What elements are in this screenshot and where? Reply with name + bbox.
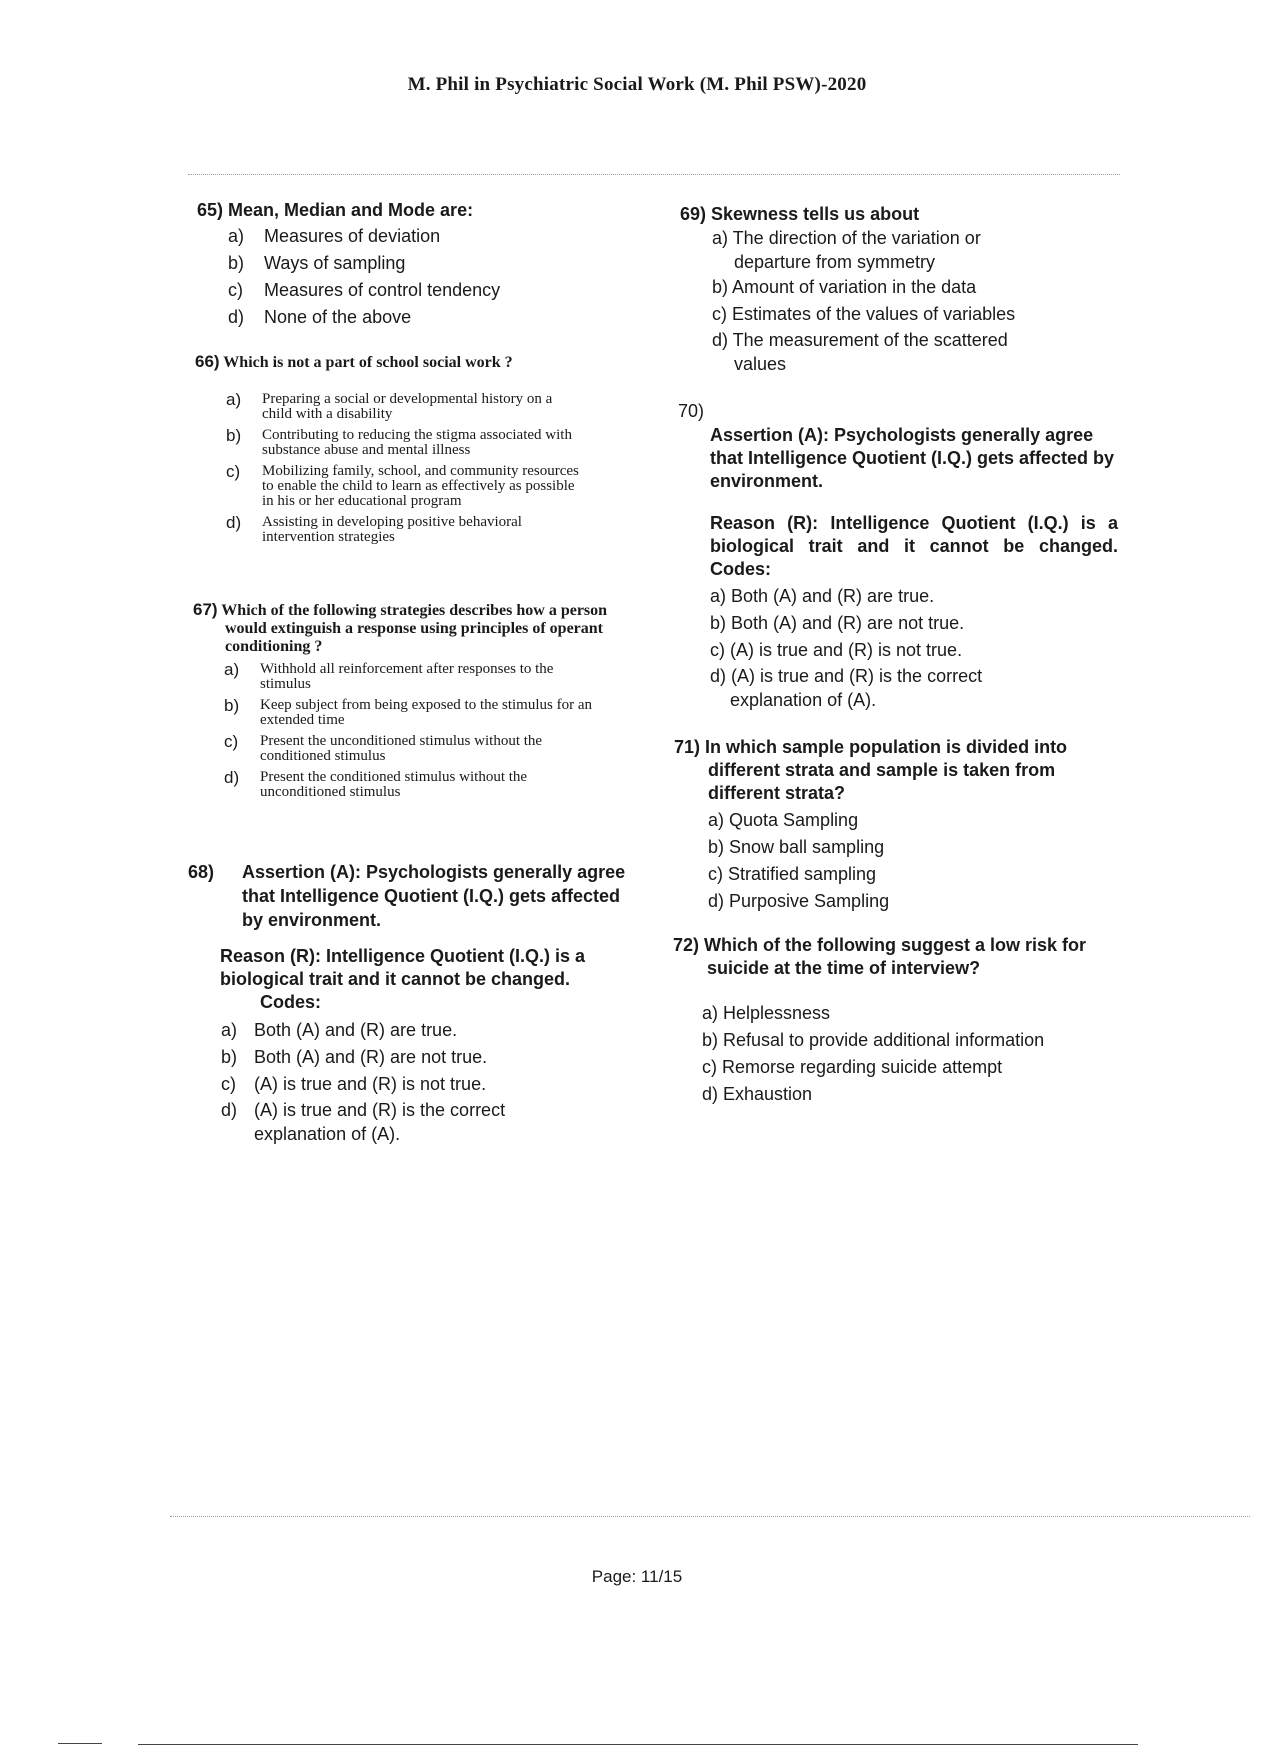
option-d: d) (A) is true and (R) is the correct explanation of (A). (710, 666, 983, 710)
option-c: c) Mobilizing family, school, and community resources to enable the child to learn as effectively as possible in his or her educational program (226, 462, 579, 509)
reason-text: Reason (R): Intelligence Quotient (I.Q.) is a biological trait and it cannot be changed. Codes: (710, 513, 1118, 579)
question-65-text (197, 199, 637, 222)
question-number: 65) (197, 200, 224, 220)
option-a: a) Both (A) and (R) are true. (221, 1020, 458, 1040)
question-number: 72) (673, 935, 700, 955)
question-number: 68) (188, 862, 215, 882)
option-c: c) Present the unconditioned stimulus without the conditioned stimulus (224, 732, 543, 764)
option-d: d) Present the conditioned stimulus without the unconditioned stimulus (224, 768, 528, 800)
option-c: c) Remorse regarding suicide attempt (702, 1057, 1003, 1077)
option-b: b) Amount of variation in the data (712, 277, 977, 297)
question-stem: In which sample population is divided into different strata and sample is taken from different strata? (705, 737, 1068, 803)
option-d: d) Exhaustion (702, 1084, 813, 1104)
question-number: 69) (680, 204, 707, 224)
question-71-text (674, 736, 1108, 805)
question-stem: Skewness tells us about (711, 204, 920, 224)
question-69-text (680, 203, 1100, 226)
option-c: c) (A) is true and (R) is not true. (710, 640, 963, 660)
option-d: d) Purposive Sampling (708, 891, 890, 911)
question-72 (673, 934, 1113, 1108)
scan-edge-mark (58, 1743, 102, 1744)
question-72-text (673, 934, 1117, 980)
option-d: d) The measurement of the scattered values (712, 330, 1008, 374)
option-b: b) Refusal to provide additional information (702, 1030, 1045, 1050)
option-a: a) Withhold all reinforcement after responses to the stimulus (224, 660, 554, 692)
header-divider (188, 174, 1120, 175)
question-number: 66) (195, 352, 220, 371)
question-stem: Which of the following suggest a low risk for suicide at the time of interview? (704, 935, 1087, 978)
option-c: c) Stratified sampling (708, 864, 877, 884)
page-header: M. Phil in Psychiatric Social Work (M. Phil PSW)-2020 (407, 74, 867, 95)
option-a: a) Both (A) and (R) are true. (710, 586, 935, 606)
reason-text: Reason (R): Intelligence Quotient (I.Q.) is a biological trait and it cannot be changed. (220, 946, 586, 989)
question-68 (188, 860, 628, 1146)
codes-label: Codes: (260, 992, 322, 1012)
question-71 (674, 736, 1114, 915)
option-b: b) Both (A) and (R) are not true. (221, 1047, 488, 1067)
option-a: a) Measures of deviation (228, 226, 441, 246)
scan-edge-line (138, 1744, 1138, 1745)
question-stem: Mean, Median and Mode are: (228, 200, 474, 220)
option-a: a) Quota Sampling (708, 810, 859, 830)
option-b: b) Keep subject from being exposed to the stimulus for an extended time (224, 696, 593, 728)
question-66 (195, 353, 625, 551)
question-number: 71) (674, 737, 701, 757)
page-number: Page: 11/15 (591, 1567, 683, 1586)
option-c: c) Measures of control tendency (228, 280, 501, 300)
assertion-text: Assertion (A): Psychologists generally agree that Intelligence Quotient (I.Q.) gets affected by environment. (710, 425, 1115, 491)
option-a: a) Helplessness (702, 1003, 831, 1023)
question-stem: Which is not a part of school social work ? (223, 354, 513, 371)
question-67-text (193, 601, 625, 656)
option-b: b) Contributing to reducing the stigma associated with substance abuse and mental illness (226, 426, 572, 458)
option-a: a) The direction of the variation or departure from symmetry (712, 228, 981, 272)
option-d: d) None of the above (228, 307, 412, 327)
question-70 (678, 400, 1118, 712)
question-number: 67) (193, 600, 218, 619)
option-b: b) Both (A) and (R) are not true. (710, 613, 965, 633)
question-65 (197, 199, 637, 331)
question-number: 70) (678, 401, 705, 421)
option-a: a) Preparing a social or developmental history on a child with a disability (226, 390, 553, 422)
question-68-assertion (188, 860, 628, 932)
question-69 (680, 203, 1100, 376)
option-b: b) Snow ball sampling (708, 837, 885, 857)
question-stem: Which of the following strategies describes how a person would extinguish a response using principles of operant conditioning ? (221, 602, 608, 655)
question-66-text (195, 353, 625, 372)
question-68-reason (188, 945, 628, 1014)
option-d: d) (A) is true and (R) is the correct explanation of (A). (221, 1100, 506, 1144)
option-d: d) Assisting in developing positive behavioral intervention strategies (226, 513, 522, 545)
question-67 (193, 601, 633, 806)
option-b: b) Ways of sampling (228, 253, 406, 273)
option-c: c) (A) is true and (R) is not true. (221, 1074, 487, 1094)
footer-divider (170, 1516, 1250, 1517)
option-c: c) Estimates of the values of variables (712, 304, 1016, 324)
assertion-text: Assertion (A): Psychologists generally agree that Intelligence Quotient (I.Q.) gets affected by environment. (242, 862, 626, 930)
